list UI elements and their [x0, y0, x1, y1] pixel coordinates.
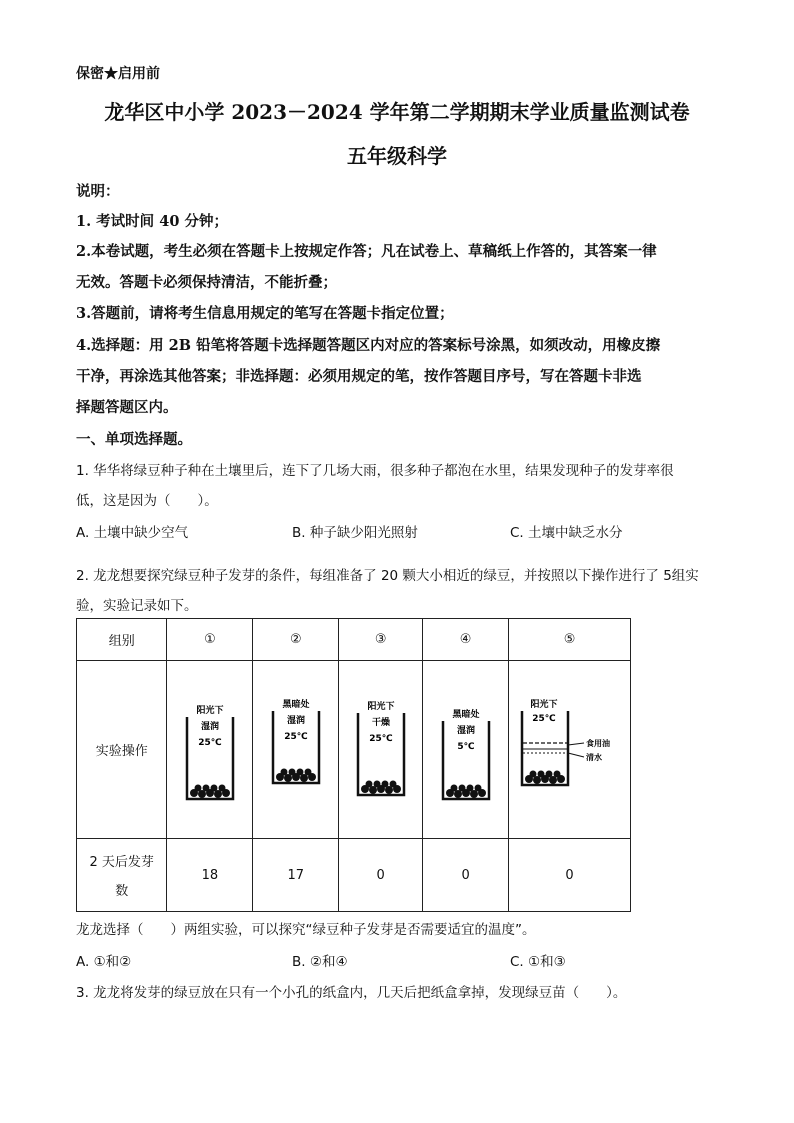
section-title: 一、单项选择题。	[76, 431, 192, 448]
row-label-count	[77, 839, 167, 912]
q1-option-a: A. 土壤中缺少空气	[76, 525, 189, 541]
instruction-item: 3.答题前，请将考生信息用规定的笔写在答题卡指定位置；	[76, 305, 454, 322]
header-3: ③	[339, 619, 423, 661]
confidential-mark: 保密★启用前	[76, 66, 160, 82]
seeds-icon	[446, 784, 486, 798]
beaker-label: 25℃	[531, 713, 556, 724]
question-1-text: 1. 华华将绿豆种子种在土壤里后，连下了几场大雨，很多种子都泡在水里，结果发现种子的发芽率很	[76, 463, 674, 479]
header-1: ①	[167, 619, 253, 661]
instruction-item: 1. 考试时间 40 分钟；	[76, 213, 228, 230]
beaker-illustration	[514, 695, 626, 805]
beaker-label: 25℃	[368, 733, 393, 744]
pointer-line	[568, 743, 584, 745]
beaker-label: 湿润	[200, 721, 219, 732]
beaker-label: 干燥	[371, 717, 390, 728]
beaker-label: 阳光下	[196, 705, 224, 716]
q2-option-a: A. ①和②	[76, 954, 132, 970]
beaker-label: 阳光下	[530, 699, 558, 710]
operation-2	[253, 661, 339, 839]
beaker-label: 湿润	[456, 725, 475, 736]
beaker-label: 阳光下	[367, 701, 395, 712]
count-3: 0	[339, 839, 423, 912]
row-label-line: 数	[115, 884, 129, 899]
experiment-table	[76, 618, 631, 912]
beaker-label: 25℃	[198, 737, 222, 748]
count-5: 0	[509, 839, 631, 912]
beaker-illustration	[346, 695, 416, 805]
question-3-text: 3. 龙龙将发芽的绿豆放在只有一个小孔的纸盒内，几天后把纸盒拿掉，发现绿豆苗（ ）。	[76, 985, 627, 1001]
instruction-item: 择题答题区内。	[76, 399, 178, 416]
water-label: 清水	[585, 752, 602, 762]
instructions-heading: 说明：	[76, 183, 120, 200]
seeds-icon	[361, 780, 401, 794]
beaker-label: 湿润	[286, 715, 305, 726]
question-2-text: 验，实验记录如下。	[76, 598, 198, 614]
pointer-line	[568, 753, 584, 757]
count-4: 0	[423, 839, 509, 912]
beaker-label: 25℃	[284, 731, 308, 742]
row-label-line: 2 天后发芽	[89, 855, 154, 870]
question-1-text: 低，这是因为（ ）。	[76, 493, 218, 509]
instruction-item: 2.本卷试题，考生必须在答题卡上按规定作答；凡在试卷上、草稿纸上作答的，其答案一律	[76, 243, 657, 260]
q2-option-b: B. ②和④	[292, 954, 348, 970]
instruction-item: 干净，再涂选其他答案；非选择题：必须用规定的笔，按作答题目序号，写在答题卡非选	[76, 368, 642, 385]
beaker-label: 黑暗处	[452, 709, 480, 720]
exam-subtitle: 五年级科学	[347, 144, 447, 168]
q1-option-c: C. 土壤中缺乏水分	[510, 525, 623, 541]
operation-5	[509, 661, 631, 839]
beaker-label: 5℃	[456, 741, 475, 752]
instruction-item: 无效。答题卡必须保持清洁，不能折叠；	[76, 274, 337, 291]
operation-3	[339, 661, 423, 839]
seeds-icon	[525, 770, 565, 784]
q1-option-b: B. 种子缺少阳光照射	[292, 525, 418, 541]
exam-title: 龙华区中小学 2023－2024 学年第二学期期末学业质量监测试卷	[104, 100, 690, 124]
beaker-label: 黑暗处	[282, 699, 310, 710]
oil-label: 食用油	[585, 738, 610, 748]
header-2: ②	[253, 619, 339, 661]
count-2: 17	[253, 839, 339, 912]
beaker-illustration	[175, 695, 245, 805]
beaker-illustration	[431, 695, 501, 805]
count-1: 18	[167, 839, 253, 912]
instruction-item: 4.选择题：用 2B 铅笔将答题卡选择题答题区内对应的答案标号涂黑，如须改动，用橡皮擦	[76, 337, 661, 354]
row-label-operation: 实验操作	[77, 661, 167, 839]
header-4: ④	[423, 619, 509, 661]
q2-option-c: C. ①和③	[510, 954, 566, 970]
question-2-prompt: 龙龙选择（ ）两组实验，可以探究“绿豆种子发芽是否需要适宜的温度”。	[76, 922, 536, 938]
beaker-illustration	[261, 695, 331, 805]
table-row	[77, 661, 631, 839]
header-group: 组别	[77, 619, 167, 661]
table-row	[77, 839, 631, 912]
question-2-text: 2. 龙龙想要探究绿豆种子发芽的条件，每组准备了 20 颗大小相近的绿豆，并按照以下操作进行了 5组实	[76, 568, 699, 584]
operation-1	[167, 661, 253, 839]
table-header-row	[77, 619, 631, 661]
header-5: ⑤	[509, 619, 631, 661]
operation-4	[423, 661, 509, 839]
seeds-icon	[190, 784, 230, 798]
seeds-icon	[276, 768, 316, 782]
